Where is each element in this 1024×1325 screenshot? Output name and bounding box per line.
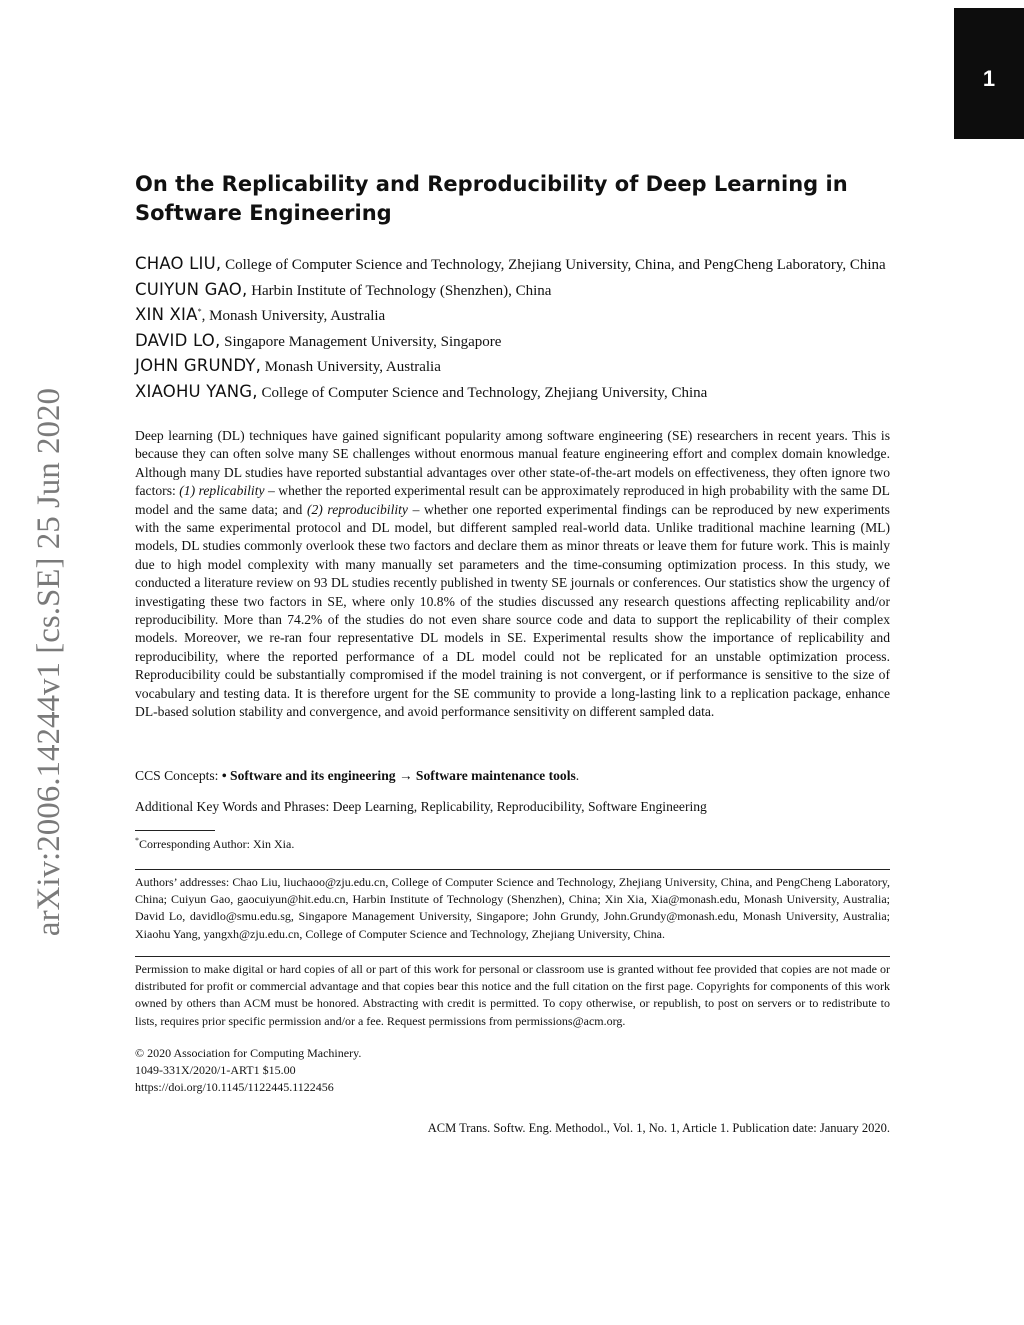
author-affiliation: Monash University, Australia bbox=[261, 359, 441, 375]
ccs-bullet: • bbox=[221, 768, 231, 783]
author-name: XIN XIA bbox=[135, 305, 198, 324]
corresponding-author-mark: * bbox=[197, 307, 202, 316]
copyright-line: © 2020 Association for Computing Machinery. bbox=[135, 1046, 362, 1060]
author-affiliation: College of Computer Science and Technology, Zhejiang University, China bbox=[257, 384, 708, 401]
page-number: 1 bbox=[982, 66, 996, 91]
author-affiliation: College of Computer Science and Technology, Zhejiang University, China, and PengCheng Laboratory, China bbox=[221, 257, 886, 273]
author-entry bbox=[135, 380, 890, 406]
arxiv-stamp: arXiv:2006.14244v1 [cs.SE] 25 Jun 2020 bbox=[31, 387, 67, 937]
journal-footer: ACM Trans. Softw. Eng. Methodol., Vol. 1, No. 1, Article 1. Publication date: January 2020. bbox=[427, 1121, 890, 1135]
abstract-emphasis: (2) reproducibility bbox=[306, 501, 408, 517]
page-number-badge bbox=[954, 8, 1024, 139]
doi-link[interactable]: https://doi.org/10.1145/1122445.1122456 bbox=[135, 1080, 334, 1094]
author-name: CUIYUN GAO, bbox=[135, 279, 248, 299]
abstract-text: Deep learning (DL) techniques have gained significant popularity among software engineering (SE) researchers in recent years. This is because they can often solve many SE challenges without enormous manual feature engineering effort and complex domain knowledge. Although many DL studies have reported substantial advantages over other state-of-the-art models on effectiveness, they often ignore two factors: bbox=[135, 428, 890, 499]
author-entry bbox=[135, 354, 890, 380]
author-entry bbox=[135, 252, 890, 278]
author-entry bbox=[135, 278, 890, 304]
author-affiliation: Singapore Management University, Singapore bbox=[220, 333, 502, 350]
ccs-concepts bbox=[135, 767, 890, 785]
abstract-text: – whether one reported experimental findings can be reproduced by new experiments with the same experimental protocol and DL model, but different sampled real-world data. Unlike traditional machine learning (ML) models, DL studies commonly overlook these two factors and declare them as minor threats or leave them for future work. This is mainly due to high model complexity with many manually set parameters and the time-consuming optimization process. In this study, we conducted a literature review on 93 DL studies recently published in twenty SE journals or conferences. Our statistics show the urgency of investigating these two factors in SE, where only 10.8% of the studies discussed any research questions affecting replicability and/or reproducibility. More than 74.2% of the studies do not even share source code and data to support the replicability of their complex models. Moreover, we re-ran four representative DL models in SE. Experimental results show the importance of replicability and reproducibility, where the reported performance of a DL model could not be replicated for an unstable optimization process. Reproducibility could be substantially compromised if the model training is not convergent, or if performance is sensitive to the size of vocabulary and testing data. It is therefore urgent for the SE community to provide a long-lasting link to a replication package, enhance DL-based solution stability and convergence, and avoid performance sensitivity on different sampled data. bbox=[135, 501, 890, 720]
footnote-rule bbox=[135, 830, 215, 831]
abstract bbox=[135, 427, 890, 722]
addresses-rule bbox=[135, 869, 890, 870]
author-list bbox=[135, 252, 890, 405]
author-name: JOHN GRUNDY, bbox=[135, 356, 262, 375]
footnote-text: Corresponding Author: Xin Xia. bbox=[139, 837, 295, 851]
author-entry bbox=[135, 329, 890, 355]
paper-title: On the Replicability and Reproducibility of Deep Learning in Software Engineering bbox=[135, 172, 848, 225]
author-affiliation: Harbin Institute of Technology (Shenzhen), China bbox=[247, 282, 552, 299]
permission-rule bbox=[135, 956, 890, 957]
permission-notice: Permission to make digital or hard copies of all or part of this work for personal or classroom use is granted without fee provided that copies are not made or distributed for profit or commercial advantage and that copies bear this notice and the full citation on the first page. Copyrights for components of this work owned by others than ACM must be honored. Abstracting with credit is permitted. To copy otherwise, or republish, to post on servers or to redistribute to lists, requires prior specific permission and/or a fee. Request permissions from permissions@acm.org. bbox=[135, 962, 890, 1028]
author-name: DAVID LO, bbox=[135, 330, 221, 350]
abstract-emphasis: (1) replicability bbox=[179, 483, 265, 499]
author-name: CHAO LIU, bbox=[135, 254, 222, 273]
issn-line: 1049-331X/2020/1-ART1 $15.00 bbox=[135, 1063, 296, 1077]
abstract-text: – whether the reported experimental result can be approximately reproduced in high probability with the same DL model and the same data; and bbox=[135, 483, 890, 517]
footnote bbox=[135, 836, 294, 852]
footnote-mark: * bbox=[135, 836, 139, 845]
author-name: XIAOHU YANG, bbox=[135, 381, 258, 401]
keywords: Additional Key Words and Phrases: Deep Learning, Replicability, Reproducibility, Software Engineering bbox=[135, 799, 707, 814]
ccs-label: CCS Concepts: bbox=[135, 768, 222, 783]
ccs-concept: Software and its engineering → Software maintenance tools bbox=[230, 768, 576, 783]
ccs-end: . bbox=[575, 768, 580, 783]
author-entry bbox=[135, 303, 890, 329]
author-affiliation: , Monash University, Australia bbox=[201, 308, 386, 324]
author-addresses: Authors’ addresses: Chao Liu, liuchaoo@zju.edu.cn, College of Computer Science and Technology, Zhejiang University, China, and PengCheng Laboratory, China; Cuiyun Gao, gaocuiyun@hit.edu.cn, Harbin Institute of Technology (Shenzhen), China; Xin Xia, Xia@monash.edu, Monash University, Australia; David Lo, davidlo@smu.edu.sg, Singapore Management University, Singapore; John Grundy, John.Grundy@monash.edu, Monash University, Australia; Xiaohu Yang, yangxh@zju.edu.cn, College of Computer Science and Technology, Zhejiang University, China. bbox=[135, 875, 890, 941]
